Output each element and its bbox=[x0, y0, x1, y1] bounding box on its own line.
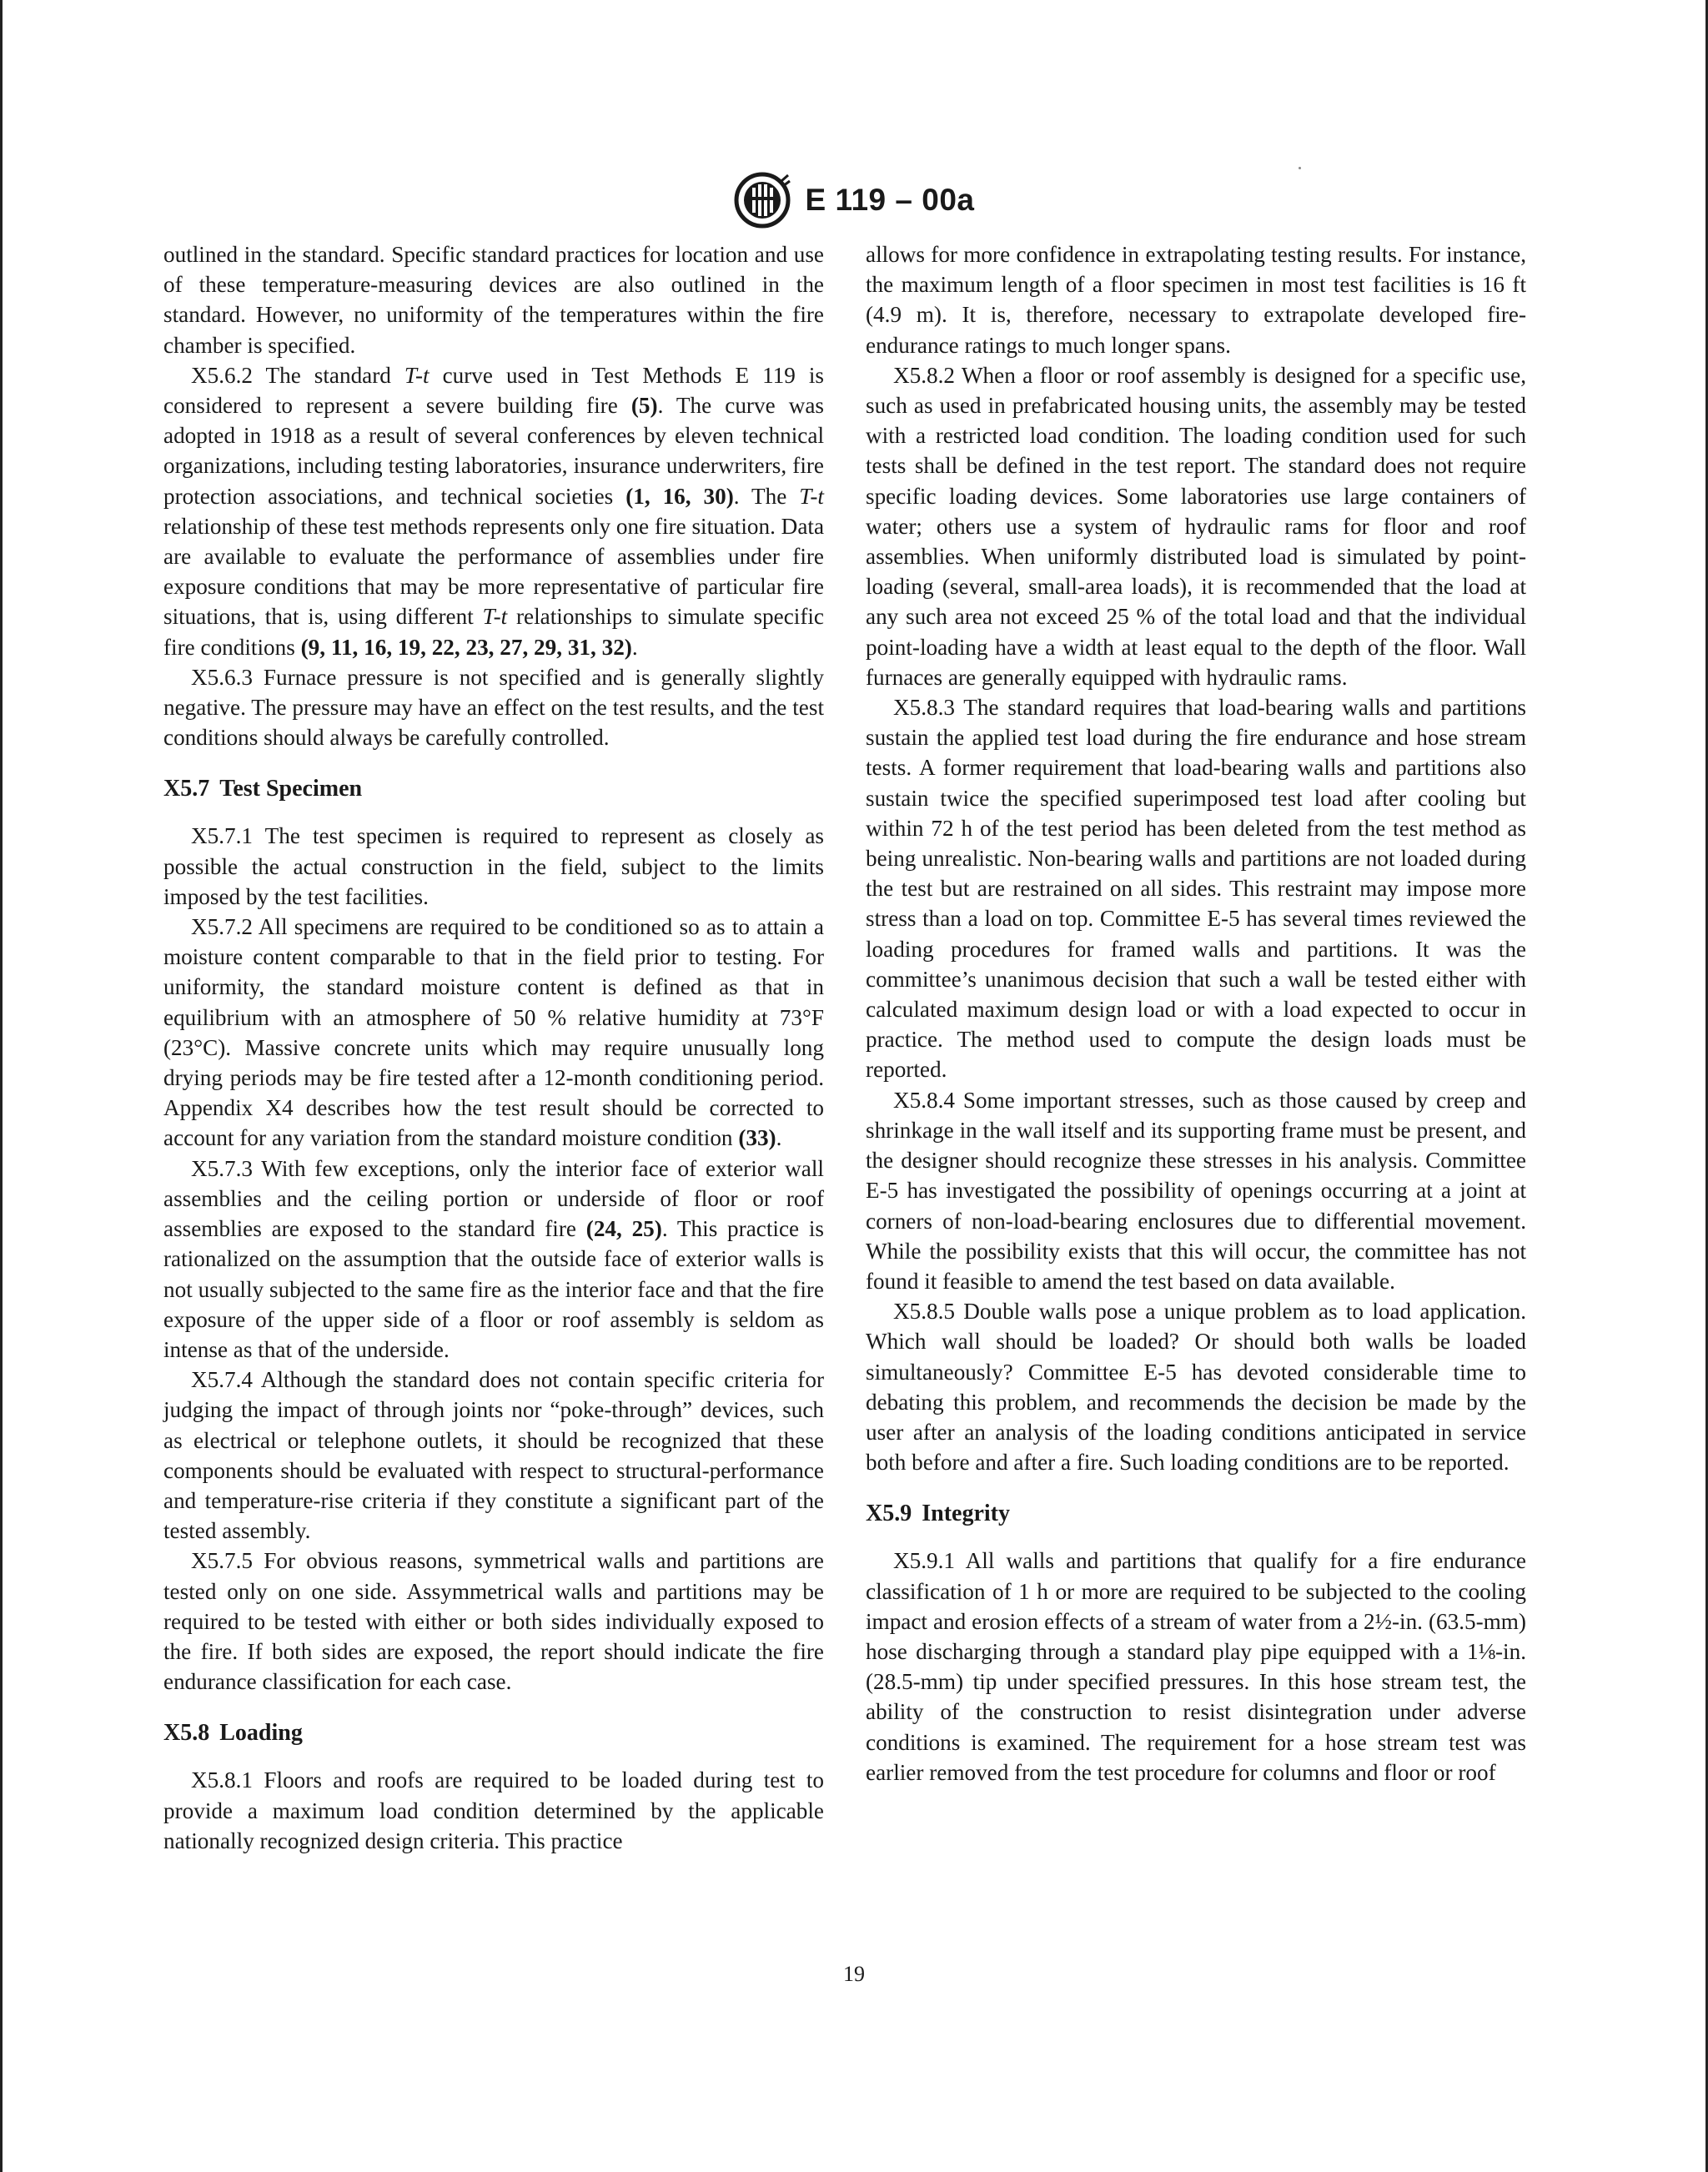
page-number: 19 bbox=[843, 1962, 865, 1986]
scan-edge-left bbox=[0, 0, 3, 2172]
paragraph-x5-6-2: X5.6.2 The standard T-t curve used in Test Methods E 119 is considered to represent a severe building fire (5). The curve was adopted in 1918 as a result of several conferences by eleven technical organizations, including testing laboratories, insurance underwriters, fire protection associations, and technical societies (1, 16, 30). The T-t relationship of these test methods represents only one fire situation. Data are available to evaluate the performance of assemblies under fire exposure conditions that may be more representative of particular fire situations, that is, using different T-t relationships to simulate specific fire conditions (9, 11, 16, 19, 22, 23, 27, 29, 31, 32). bbox=[163, 362, 825, 660]
paragraph-x5-7-5: X5.7.5 For obvious reasons, symmetrical walls and partitions are tested only on one side. Assymmetrical walls and partitions may be required to be tested with either or both sides individually exposed to the fire. If both sides are exposed, the report should indicate the fire endurance classification for each case. bbox=[163, 1548, 824, 1695]
paragraph-x5-8-5: X5.8.5 Double walls pose a unique problem as to load application. Which wall should be loaded? Or should both walls be loaded simultaneously? Committee E-5 has devoted considerable time to debating this problem, and recommends the decision be made by the user after an analysis of the loading conditions anticipated in service both before and after a fire. Such loading conditions are to be reported. bbox=[866, 1299, 1526, 1476]
paragraph-x5-7-3: X5.7.3 With few exceptions, only the interior face of exterior wall assemblies and the ceiling portion or underside of floor or roof assemblies are exposed to the standard fire (24, 25). This practice is rationalized on the assumption that the outside face of exterior walls is not usually subjected to the same fire as the interior face and that the fire exposure of the upper side of a floor or roof assembly is seldom as intense as that of the underside. bbox=[163, 1155, 824, 1362]
paragraph-x5-8-2: X5.8.2 When a floor or roof assembly is designed for a specific use, such as used in prefabricated housing units, the assembly may be tested with a restricted load condition. The loading condition used for such tests shall be defined in the test report. The standard does not require specific loading devices. Some laboratories use large containers of water; others use a system of hydraulic rams for floor and roof assemblies. When uniformly distributed load is simulated by point-loading (several, small-area loads), it is recommended that the load at any such area not exceed 25 % of the total load and that the individual point-loading have a width at least equal to the depth of the floor. Wall furnaces are generally equipped with hydraulic rams. bbox=[866, 362, 1526, 690]
paragraph-x5-7-2: X5.7.2 All specimens are required to be conditioned so as to attain a moisture content comparable to that in the field prior to testing. For uniformity, the standard moisture content is defined as that in equilibrium with an atmosphere of 50 % relative humidity at 73°F (23°C). Massive concrete units which may require unusually long drying periods may be fire tested after a 12-month conditioning period. Appendix X4 describes how the test result should be corrected to account for any variation from the standard moisture condition (33). bbox=[163, 914, 824, 1151]
paragraph-x5-8-4: X5.8.4 Some important stresses, such as those caused by creep and shrinkage in the wall itself and its supporting frame must be present, and the designer should recognize these stresses in his analysis. Committee E-5 has investigated the possibility of openings occurring at a joint at corners of non-load-bearing enclosures due to differential movement. While the possibility exists that this will occur, the committee has not found it feasible to amend the test based on data available. bbox=[866, 1087, 1526, 1294]
page-header bbox=[0, 171, 1708, 229]
left-column bbox=[163, 239, 824, 1856]
paragraph-x5-8-1: X5.8.1 Floors and roofs are required to be loaded during test to provide a maximum load condition determined by the applicable nationally recognized design criteria. This practice bbox=[163, 1767, 824, 1853]
paragraph-x5-8-3: X5.8.3 The standard requires that load-bearing walls and partitions sustain the applied test load during the fire endurance and hose stream tests. A former requirement that load-bearing walls and partitions also sustain twice the specified superimposed test load after cooling but within 72 h of the test period has been deleted from the test method as being unrealistic. Non-bearing walls and partitions are not loaded during the test but are restrained on all sides. This restraint may impose more stress than a load on top. Committee E-5 has several times reviewed the loading procedures for framed walls and partitions. It was the committee’s unanimous decision that such a wall be tested either with calculated maximum design load or with a load expected to occur in practice. The method used to compute the design loads must be reported. bbox=[866, 695, 1526, 1083]
paragraph-x5-7-1: X5.7.1 The test specimen is required to represent as closely as possible the actual construction in the field, subject to the limits imposed by the test facilities. bbox=[163, 823, 824, 909]
paragraph-x5-9-1: X5.9.1 All walls and partitions that qualify for a fire endurance classification of 1 h or more are required to be subjected to the cooling impact and erosion effects of a stream of water from a 2½-in. (63.5-mm) hose discharging through a standard play pipe equipped with a 1⅛-in. (28.5-mm) tip under specified pressures. In this hose stream test, the ability of the construction to resist disintegration under adverse conditions is examined. The requirement for a hose stream test was earlier removed from the test procedure for columns and floor or roof bbox=[866, 1548, 1526, 1785]
section-heading-x5-9: X5.9 Integrity bbox=[866, 1501, 1010, 1527]
paragraph-x5-6-3: X5.6.3 Furnace pressure is not specified and is generally slightly negative. The pressure may have an effect on the test results, and the test conditions should always be carefully controlled. bbox=[163, 664, 824, 751]
astm-logo-icon bbox=[733, 171, 791, 229]
paragraph-continuation: allows for more confidence in extrapolating testing results. For instance, the maximum length of a floor specimen in most test facilities is 16 ft (4.9 m). It is, therefore, necessary to extrapolate developed fire-endurance ratings to much longer spans. bbox=[866, 242, 1526, 358]
paragraph-continuation: outlined in the standard. Specific standard practices for location and use of these temperature-measuring devices are also outlined in the standard. However, no uniformity of the temperatures within the fire chamber is specified. bbox=[163, 242, 824, 358]
section-heading-x5-7: X5.7 Test Specimen bbox=[163, 776, 363, 802]
standard-designation: E 119 – 00a bbox=[805, 183, 975, 217]
paragraph-x5-7-4: X5.7.4 Although the standard does not contain specific criteria for judging the impact of through joints nor “poke-through” devices, such as electrical or telephone outlets, it should be recognized that these components should be evaluated with respect to structural-performance and temperature-rise criteria if they constitute a significant part of the tested assembly. bbox=[163, 1367, 824, 1544]
section-heading-x5-8: X5.8 Loading bbox=[163, 1720, 303, 1747]
scan-speck bbox=[1299, 167, 1301, 169]
right-column bbox=[866, 239, 1526, 1787]
